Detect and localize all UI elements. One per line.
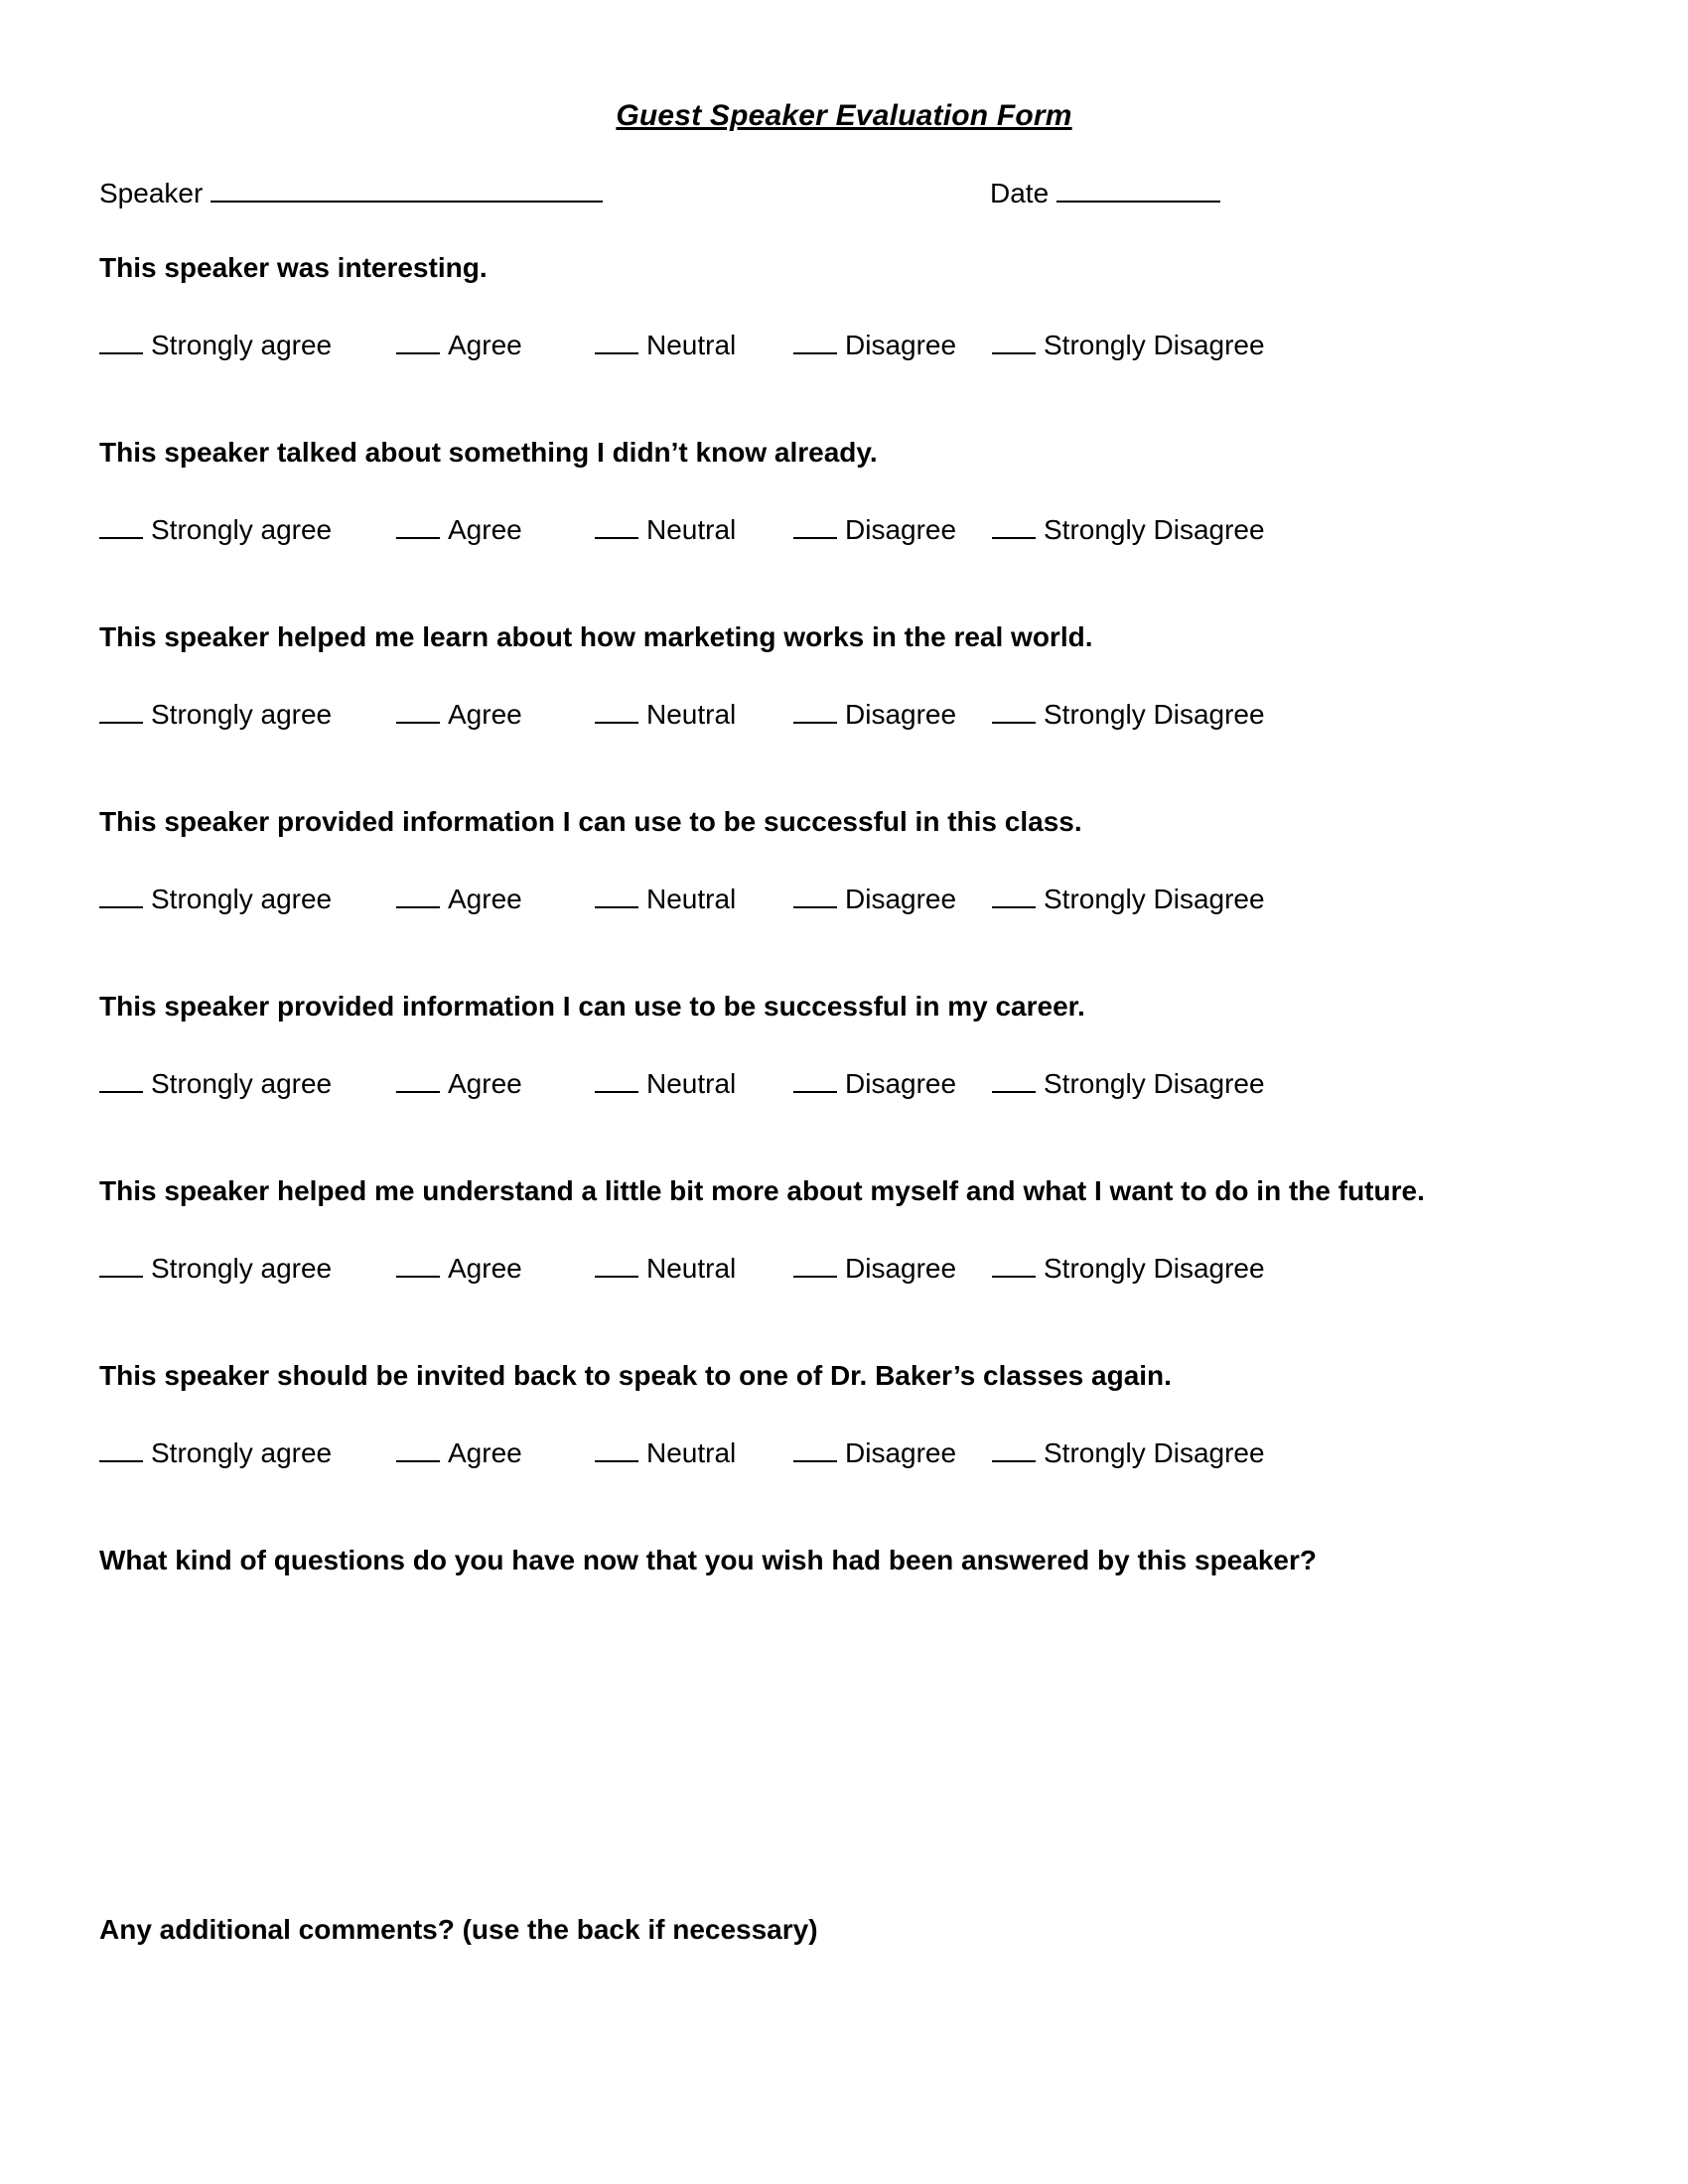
rating-option-strongly-agree[interactable]: Strongly agree	[99, 327, 332, 361]
date-input-line[interactable]	[1056, 175, 1220, 203]
question-7: This speaker should be invited back to speak to one of Dr. Baker’s classes again.	[99, 1360, 1172, 1391]
rating-option-strongly-disagree[interactable]: Strongly Disagree	[992, 1250, 1265, 1285]
check-blank[interactable]	[595, 327, 638, 354]
check-blank[interactable]	[992, 327, 1036, 354]
check-blank[interactable]	[595, 511, 638, 539]
check-blank[interactable]	[595, 1434, 638, 1462]
check-blank[interactable]	[99, 511, 143, 539]
question-5: This speaker provided information I can use to be successful in my career.	[99, 991, 1085, 1022]
check-blank[interactable]	[793, 1065, 837, 1093]
check-blank[interactable]	[99, 1250, 143, 1278]
check-blank[interactable]	[992, 511, 1036, 539]
rating-option-strongly-disagree[interactable]: Strongly Disagree	[992, 881, 1265, 915]
check-blank[interactable]	[99, 1065, 143, 1093]
form-title: Guest Speaker Evaluation Form	[616, 99, 1072, 132]
rating-option-agree[interactable]: Agree	[396, 696, 522, 731]
rating-option-strongly-agree[interactable]: Strongly agree	[99, 881, 332, 915]
rating-option-neutral[interactable]: Neutral	[595, 696, 736, 731]
question-1: This speaker was interesting.	[99, 252, 488, 283]
check-blank[interactable]	[396, 1065, 440, 1093]
speaker-label: Speaker	[99, 178, 204, 208]
check-blank[interactable]	[793, 881, 837, 908]
check-blank[interactable]	[99, 1434, 143, 1462]
check-blank[interactable]	[99, 696, 143, 724]
rating-option-strongly-agree[interactable]: Strongly agree	[99, 511, 332, 546]
check-blank[interactable]	[992, 1065, 1036, 1093]
rating-option-neutral[interactable]: Neutral	[595, 1065, 736, 1100]
check-blank[interactable]	[595, 881, 638, 908]
speaker-field	[99, 175, 603, 209]
rating-option-neutral[interactable]: Neutral	[595, 327, 736, 361]
rating-option-disagree[interactable]: Disagree	[793, 696, 956, 731]
rating-options-4	[99, 881, 1291, 920]
rating-option-disagree[interactable]: Disagree	[793, 1434, 956, 1469]
check-blank[interactable]	[595, 1065, 638, 1093]
rating-option-disagree[interactable]: Disagree	[793, 881, 956, 915]
check-blank[interactable]	[99, 881, 143, 908]
check-blank[interactable]	[396, 511, 440, 539]
check-blank[interactable]	[595, 1250, 638, 1278]
rating-option-disagree[interactable]: Disagree	[793, 1065, 956, 1100]
date-field	[990, 175, 1220, 209]
rating-option-strongly-disagree[interactable]: Strongly Disagree	[992, 696, 1265, 731]
check-blank[interactable]	[793, 1250, 837, 1278]
check-blank[interactable]	[992, 1434, 1036, 1462]
rating-option-neutral[interactable]: Neutral	[595, 1250, 736, 1285]
rating-option-agree[interactable]: Agree	[396, 881, 522, 915]
check-blank[interactable]	[992, 1250, 1036, 1278]
open-question-follow-up: What kind of questions do you have now that you wish had been answered by this speaker?	[99, 1545, 1317, 1575]
rating-option-agree[interactable]: Agree	[396, 327, 522, 361]
check-blank[interactable]	[99, 327, 143, 354]
check-blank[interactable]	[793, 511, 837, 539]
check-blank[interactable]	[793, 327, 837, 354]
rating-options-1	[99, 327, 1291, 366]
rating-option-agree[interactable]: Agree	[396, 1250, 522, 1285]
rating-option-agree[interactable]: Agree	[396, 511, 522, 546]
rating-option-strongly-agree[interactable]: Strongly agree	[99, 1250, 332, 1285]
rating-option-strongly-agree[interactable]: Strongly agree	[99, 1065, 332, 1100]
check-blank[interactable]	[793, 1434, 837, 1462]
check-blank[interactable]	[396, 881, 440, 908]
rating-options-2	[99, 511, 1291, 551]
check-blank[interactable]	[396, 696, 440, 724]
rating-option-neutral[interactable]: Neutral	[595, 881, 736, 915]
rating-options-7	[99, 1434, 1291, 1474]
rating-option-strongly-agree[interactable]: Strongly agree	[99, 1434, 332, 1469]
rating-option-strongly-disagree[interactable]: Strongly Disagree	[992, 511, 1265, 546]
rating-options-6	[99, 1250, 1291, 1290]
check-blank[interactable]	[396, 1250, 440, 1278]
check-blank[interactable]	[396, 327, 440, 354]
rating-option-agree[interactable]: Agree	[396, 1065, 522, 1100]
rating-option-neutral[interactable]: Neutral	[595, 511, 736, 546]
rating-option-disagree[interactable]: Disagree	[793, 1250, 956, 1285]
question-2: This speaker talked about something I didn’t know already.	[99, 437, 878, 468]
check-blank[interactable]	[396, 1434, 440, 1462]
check-blank[interactable]	[595, 696, 638, 724]
speaker-input-line[interactable]	[211, 175, 603, 203]
check-blank[interactable]	[992, 696, 1036, 724]
rating-option-disagree[interactable]: Disagree	[793, 327, 956, 361]
date-label: Date	[990, 178, 1050, 208]
rating-option-strongly-disagree[interactable]: Strongly Disagree	[992, 327, 1265, 361]
rating-option-strongly-disagree[interactable]: Strongly Disagree	[992, 1434, 1265, 1469]
question-4: This speaker provided information I can use to be successful in this class.	[99, 806, 1082, 837]
rating-options-3	[99, 696, 1291, 736]
rating-options-5	[99, 1065, 1291, 1105]
rating-option-disagree[interactable]: Disagree	[793, 511, 956, 546]
check-blank[interactable]	[992, 881, 1036, 908]
rating-option-strongly-agree[interactable]: Strongly agree	[99, 696, 332, 731]
rating-option-strongly-disagree[interactable]: Strongly Disagree	[992, 1065, 1265, 1100]
rating-option-neutral[interactable]: Neutral	[595, 1434, 736, 1469]
check-blank[interactable]	[793, 696, 837, 724]
question-6: This speaker helped me understand a little bit more about myself and what I want to do in the future.	[99, 1175, 1425, 1206]
open-question-comments: Any additional comments? (use the back if necessary)	[99, 1914, 818, 1945]
question-3: This speaker helped me learn about how marketing works in the real world.	[99, 621, 1093, 652]
rating-option-agree[interactable]: Agree	[396, 1434, 522, 1469]
